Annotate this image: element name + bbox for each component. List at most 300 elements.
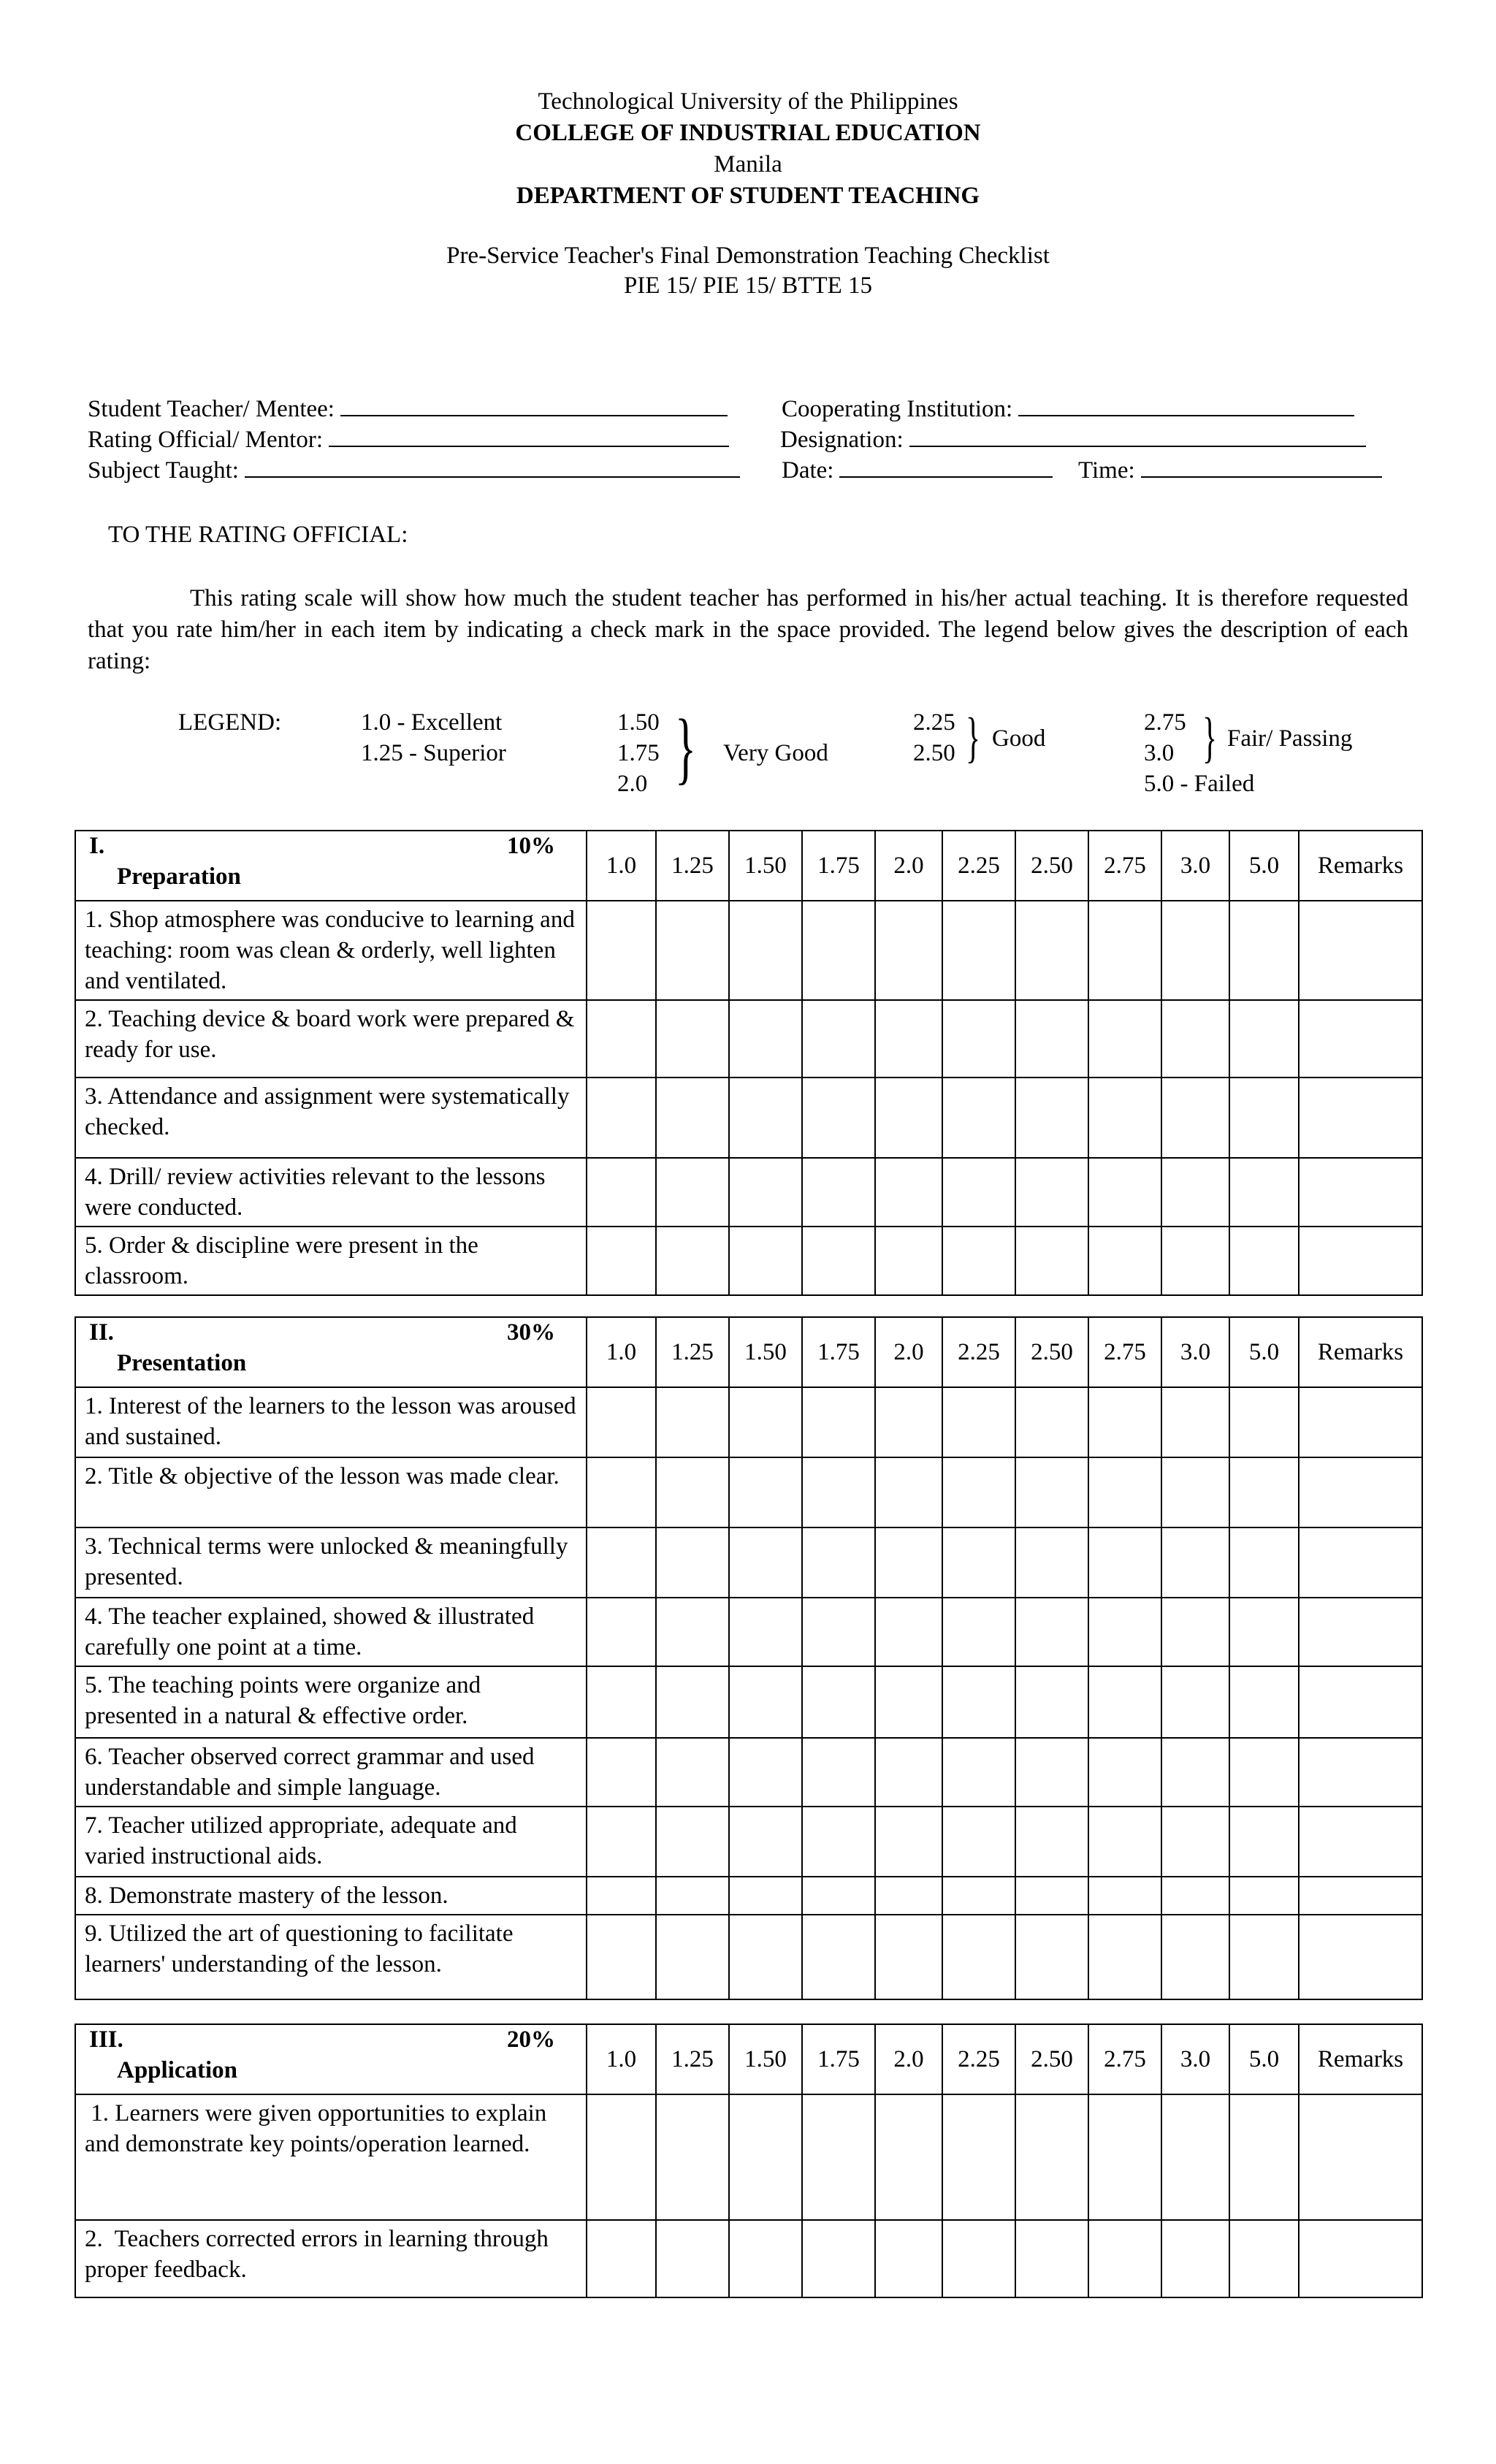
rating-cell[interactable] (656, 1598, 729, 1666)
rating-cell[interactable] (587, 1807, 656, 1877)
rating-cell[interactable] (729, 1457, 802, 1527)
table-row (75, 901, 1422, 1000)
criterion-text: 1. Learners were given opportunities to explain and demonstrate key points/operation learned. (75, 2094, 587, 2220)
rating-cell[interactable] (875, 1666, 942, 1738)
rating-cell[interactable] (1088, 1598, 1161, 1666)
rating-cell[interactable] (875, 1527, 942, 1598)
scale-header-2-75: 2.75 (1088, 2024, 1161, 2094)
rating-cell[interactable] (942, 1877, 1015, 1915)
legend-vg-value-3: 2.0 (617, 771, 648, 797)
rating-cell[interactable] (942, 1457, 1015, 1527)
rating-cell[interactable] (802, 1000, 875, 1077)
rating-cell[interactable] (875, 1227, 942, 1295)
section-numeral: I. (89, 833, 105, 859)
legend-very-good: Very Good (723, 740, 828, 766)
scale-header-1-50: 1.50 (729, 1317, 802, 1387)
table-row (75, 1915, 1422, 1999)
scale-header-2-50: 2.50 (1015, 831, 1088, 901)
rating-cell[interactable] (942, 901, 1015, 1000)
student-teacher-field[interactable] (88, 396, 728, 423)
scale-header-1-25: 1.25 (656, 2024, 729, 2094)
rating-cell[interactable] (656, 1227, 729, 1295)
rating-cell[interactable] (729, 1877, 802, 1915)
rating-cell[interactable] (1229, 1000, 1299, 1077)
rating-cell[interactable] (729, 1915, 802, 1999)
instructions-heading: TO THE RATING OFFICIAL: (108, 522, 408, 548)
scale-header-1-50: 1.50 (729, 831, 802, 901)
cooperating-institution-label: Cooperating Institution: (782, 396, 1013, 422)
legend-good-value-1: 2.25 (913, 709, 955, 736)
legend-fair-value-2: 3.0 (1144, 740, 1175, 766)
rating-cell[interactable] (942, 1227, 1015, 1295)
rating-cell[interactable] (875, 1000, 942, 1077)
rating-cell[interactable] (875, 2220, 942, 2297)
rating-cell[interactable] (1015, 1598, 1088, 1666)
rating-cell[interactable] (942, 1738, 1015, 1807)
rating-cell[interactable] (802, 1598, 875, 1666)
legend-excellent: 1.0 - Excellent (361, 709, 503, 736)
rating-cell[interactable] (942, 2094, 1015, 2220)
rating-cell[interactable] (1088, 1077, 1161, 1158)
criterion-text: 5. Order & discipline were present in the classroom. (75, 1227, 587, 1295)
section-header-cell (75, 1317, 587, 1387)
rating-cell[interactable] (1088, 2094, 1161, 2220)
rating-cell[interactable] (1229, 1158, 1299, 1227)
rating-cell[interactable] (1229, 1807, 1299, 1877)
subject-taught-line[interactable] (245, 457, 740, 478)
rating-cell[interactable] (1229, 1666, 1299, 1738)
rating-cell[interactable] (802, 1158, 875, 1227)
rating-cell[interactable] (1161, 1158, 1229, 1227)
rating-cell[interactable] (1161, 1666, 1229, 1738)
rating-cell[interactable] (1161, 1227, 1229, 1295)
rating-cell[interactable] (1088, 1877, 1161, 1915)
table-header-row (75, 2024, 1422, 2094)
criterion-text: 5. The teaching points were organize and presented in a natural & effective order. (75, 1666, 587, 1738)
legend-good-value-2: 2.50 (913, 740, 955, 766)
rating-cell[interactable] (587, 1227, 656, 1295)
rating-official-line[interactable] (329, 427, 729, 447)
rating-cell[interactable] (587, 1598, 656, 1666)
subject-taught-field[interactable] (88, 457, 740, 484)
rating-cell[interactable] (1229, 2094, 1299, 2220)
rating-cell[interactable] (1015, 2220, 1088, 2297)
remarks-cell[interactable] (1299, 1527, 1422, 1598)
criterion-text: 2. Teachers corrected errors in learning through proper feedback. (75, 2220, 587, 2297)
criterion-text: 4. Drill/ review activities relevant to the lessons were conducted. (75, 1158, 587, 1227)
table-row (75, 1877, 1422, 1915)
scale-header-2-25: 2.25 (942, 831, 1015, 901)
table-row (75, 2220, 1422, 2297)
rating-cell[interactable] (1088, 1527, 1161, 1598)
table-row (75, 1738, 1422, 1807)
rating-cell[interactable] (1161, 1527, 1229, 1598)
rating-cell[interactable] (729, 1158, 802, 1227)
legend-good: Good (992, 725, 1046, 752)
rating-cell[interactable] (656, 1527, 729, 1598)
rating-cell[interactable] (875, 1915, 942, 1999)
scale-header-1-25: 1.25 (656, 1317, 729, 1387)
rating-cell[interactable] (875, 901, 942, 1000)
scale-header-1-50: 1.50 (729, 2024, 802, 2094)
rating-cell[interactable] (1229, 1387, 1299, 1457)
student-teacher-label: Student Teacher/ Mentee: (88, 396, 335, 422)
table-row (75, 1227, 1422, 1295)
rating-cell[interactable] (1015, 2094, 1088, 2220)
legend-superior: 1.25 - Superior (361, 740, 506, 766)
rating-cell[interactable] (729, 1807, 802, 1877)
remarks-cell[interactable] (1299, 2220, 1422, 2297)
rating-cell[interactable] (656, 901, 729, 1000)
rating-cell[interactable] (587, 1387, 656, 1457)
very-good-brace: } (675, 703, 697, 792)
city-name: Manila (714, 151, 782, 178)
scale-header-2-75: 2.75 (1088, 831, 1161, 901)
rating-cell[interactable] (942, 1077, 1015, 1158)
rating-cell[interactable] (729, 2094, 802, 2220)
rating-cell[interactable] (1015, 1000, 1088, 1077)
rating-cell[interactable] (1088, 1000, 1161, 1077)
rating-cell[interactable] (587, 1527, 656, 1598)
remarks-cell[interactable] (1299, 1666, 1422, 1738)
rating-cell[interactable] (1015, 1915, 1088, 1999)
remarks-cell[interactable] (1299, 2094, 1422, 2220)
rating-cell[interactable] (587, 1077, 656, 1158)
rating-cell[interactable] (802, 2094, 875, 2220)
rating-cell[interactable] (1015, 1738, 1088, 1807)
rating-cell[interactable] (656, 1877, 729, 1915)
cooperating-institution-line[interactable] (1018, 396, 1354, 416)
rating-cell[interactable] (729, 1077, 802, 1158)
rating-cell[interactable] (729, 1598, 802, 1666)
table-row (75, 1387, 1422, 1457)
remarks-cell[interactable] (1299, 1227, 1422, 1295)
student-teacher-line[interactable] (340, 396, 728, 416)
rating-cell[interactable] (942, 1387, 1015, 1457)
rating-cell[interactable] (1229, 1227, 1299, 1295)
department-name: DEPARTMENT OF STUDENT TEACHING (516, 183, 980, 209)
rating-cell[interactable] (942, 1807, 1015, 1877)
rating-cell[interactable] (587, 1457, 656, 1527)
designation-line[interactable] (909, 427, 1366, 447)
rating-cell[interactable] (1161, 2094, 1229, 2220)
remarks-cell[interactable] (1299, 1598, 1422, 1666)
rating-cell[interactable] (656, 1457, 729, 1527)
time-field[interactable] (1078, 457, 1382, 484)
rating-cell[interactable] (656, 2220, 729, 2297)
rating-cell[interactable] (1088, 1158, 1161, 1227)
scale-header-2-75: 2.75 (1088, 1317, 1161, 1387)
remarks-cell[interactable] (1299, 1158, 1422, 1227)
criterion-text: 3. Attendance and assignment were systematically checked. (75, 1077, 587, 1158)
table-row (75, 1158, 1422, 1227)
scale-header-5-0: 5.0 (1229, 831, 1299, 901)
legend-failed: 5.0 - Failed (1144, 771, 1255, 797)
scale-header-1-0: 1.0 (587, 1317, 656, 1387)
table-row (75, 1527, 1422, 1598)
rating-cell[interactable] (729, 1527, 802, 1598)
rating-cell[interactable] (587, 2220, 656, 2297)
section-numeral: III. (89, 2026, 123, 2053)
rating-cell[interactable] (587, 2094, 656, 2220)
course-codes: PIE 15/ PIE 15/ BTTE 15 (623, 272, 873, 299)
rating-cell[interactable] (656, 2094, 729, 2220)
rating-cell[interactable] (875, 1457, 942, 1527)
scale-header-1-75: 1.75 (802, 1317, 875, 1387)
rating-cell[interactable] (1229, 1598, 1299, 1666)
rating-cell[interactable] (656, 1158, 729, 1227)
rating-cell[interactable] (1088, 1227, 1161, 1295)
form-title: Pre-Service Teacher's Final Demonstration Teaching Checklist (446, 243, 1050, 269)
rating-cell[interactable] (1161, 1877, 1229, 1915)
time-label: Time: (1078, 457, 1135, 484)
rating-cell[interactable] (656, 1077, 729, 1158)
rating-cell[interactable] (656, 1666, 729, 1738)
rating-cell[interactable] (802, 1227, 875, 1295)
instructions-body: This rating scale will show how much the student teacher has performed in his/her actual teaching. It is therefore requested that you rate him/her in each item by indicating a check mark in the space provided. The legend below gives the description of each rating: (88, 585, 1408, 674)
criterion-text: 1. Interest of the learners to the lesson was aroused and sustained. (75, 1387, 587, 1457)
rating-cell[interactable] (656, 1915, 729, 1999)
section-name: Application (117, 2057, 238, 2083)
remarks-cell[interactable] (1299, 1077, 1422, 1158)
university-name: Technological University of the Philippines (538, 88, 958, 115)
scale-header-3-0: 3.0 (1161, 2024, 1229, 2094)
legend-vg-value-2: 1.75 (617, 740, 660, 766)
rating-cell[interactable] (1088, 1915, 1161, 1999)
rating-cell[interactable] (1015, 901, 1088, 1000)
rating-cell[interactable] (942, 1000, 1015, 1077)
criterion-text: 2. Teaching device & board work were prepared & ready for use. (75, 1000, 587, 1077)
rating-cell[interactable] (942, 1527, 1015, 1598)
remarks-cell[interactable] (1299, 1877, 1422, 1915)
rating-cell[interactable] (875, 1738, 942, 1807)
info-fields (88, 396, 1432, 488)
subject-taught-label: Subject Taught: (88, 457, 239, 484)
rating-cell[interactable] (1229, 1457, 1299, 1527)
table-row (75, 1666, 1422, 1738)
legend-fair-value-1: 2.75 (1144, 709, 1186, 736)
rating-cell[interactable] (802, 1738, 875, 1807)
remarks-header: Remarks (1299, 831, 1422, 901)
rating-cell[interactable] (1015, 1158, 1088, 1227)
rating-cell[interactable] (1015, 1666, 1088, 1738)
rating-cell[interactable] (729, 1000, 802, 1077)
form-title-block (0, 241, 1496, 301)
rating-cell[interactable] (1015, 1877, 1088, 1915)
rating-official-field[interactable] (88, 427, 729, 454)
section-weight: 10% (507, 833, 555, 859)
scale-header-1-75: 1.75 (802, 831, 875, 901)
rating-cell[interactable] (656, 1738, 729, 1807)
rating-cell[interactable] (1229, 1877, 1299, 1915)
rating-cell[interactable] (1088, 2220, 1161, 2297)
document-header (0, 86, 1496, 212)
remarks-cell[interactable] (1299, 1807, 1422, 1877)
criterion-text: 3. Technical terms were unlocked & meaningfully presented. (75, 1527, 587, 1598)
rating-cell[interactable] (587, 1738, 656, 1807)
remarks-header: Remarks (1299, 1317, 1422, 1387)
rating-cell[interactable] (942, 1598, 1015, 1666)
rating-cell[interactable] (729, 1387, 802, 1457)
rating-cell[interactable] (802, 1077, 875, 1158)
criterion-text: 6. Teacher observed correct grammar and used understandable and simple language. (75, 1738, 587, 1807)
rating-cell[interactable] (1088, 1387, 1161, 1457)
table-row (75, 1457, 1422, 1527)
rating-cell[interactable] (875, 1598, 942, 1666)
criterion-text: 1. Shop atmosphere was conducive to learning and teaching: room was clean & orderly, well lighten and ventilated. (75, 901, 587, 1000)
scale-header-2-50: 2.50 (1015, 2024, 1088, 2094)
rating-official-label: Rating Official/ Mentor: (88, 427, 323, 453)
rating-cell[interactable] (1088, 1807, 1161, 1877)
scale-header-1-0: 1.0 (587, 831, 656, 901)
remarks-cell[interactable] (1299, 1738, 1422, 1807)
section-name: Preparation (117, 863, 241, 890)
date-line[interactable] (839, 457, 1053, 478)
rating-cell[interactable] (1161, 1915, 1229, 1999)
rating-cell[interactable] (942, 2220, 1015, 2297)
section-header-cell (75, 2024, 587, 2094)
rating-legend (0, 703, 1496, 806)
scale-header-2-0: 2.0 (875, 831, 942, 901)
rating-cell[interactable] (1229, 1077, 1299, 1158)
scale-header-5-0: 5.0 (1229, 2024, 1299, 2094)
remarks-cell[interactable] (1299, 901, 1422, 1000)
scale-header-2-0: 2.0 (875, 1317, 942, 1387)
section-weight: 30% (507, 1319, 555, 1346)
rating-cell[interactable] (1088, 1666, 1161, 1738)
remarks-cell[interactable] (1299, 1915, 1422, 1999)
rating-cell[interactable] (802, 901, 875, 1000)
rating-cell[interactable] (875, 1158, 942, 1227)
section-name: Presentation (117, 1350, 247, 1376)
rating-cell[interactable] (802, 1877, 875, 1915)
scale-header-2-50: 2.50 (1015, 1317, 1088, 1387)
rating-table-application (75, 2024, 1423, 2298)
rating-cell[interactable] (587, 1666, 656, 1738)
rating-cell[interactable] (587, 1158, 656, 1227)
rating-table-preparation (75, 830, 1423, 1296)
rating-cell[interactable] (729, 1666, 802, 1738)
section-header-cell (75, 831, 587, 901)
remarks-cell[interactable] (1299, 1000, 1422, 1077)
rating-cell[interactable] (802, 2220, 875, 2297)
rating-cell[interactable] (875, 1807, 942, 1877)
rating-cell[interactable] (1161, 1807, 1229, 1877)
rating-cell[interactable] (1015, 1227, 1088, 1295)
rating-cell[interactable] (729, 1738, 802, 1807)
cooperating-institution-field[interactable] (782, 396, 1354, 423)
scale-header-2-0: 2.0 (875, 2024, 942, 2094)
rating-cell[interactable] (875, 1077, 942, 1158)
rating-cell[interactable] (1088, 1738, 1161, 1807)
table-header-row (75, 1317, 1422, 1387)
rating-cell[interactable] (875, 1387, 942, 1457)
rating-cell[interactable] (802, 1807, 875, 1877)
rating-cell[interactable] (729, 1227, 802, 1295)
rating-cell[interactable] (1161, 1738, 1229, 1807)
date-label: Date: (782, 457, 834, 484)
rating-cell[interactable] (802, 1527, 875, 1598)
good-brace: } (966, 707, 981, 768)
criterion-text: 8. Demonstrate mastery of the lesson. (75, 1877, 587, 1915)
rating-cell[interactable] (656, 1387, 729, 1457)
rating-cell[interactable] (587, 901, 656, 1000)
rating-cell[interactable] (1161, 1457, 1229, 1527)
rating-cell[interactable] (802, 1387, 875, 1457)
table-row (75, 1598, 1422, 1666)
rating-cell[interactable] (1161, 2220, 1229, 2297)
rating-cell[interactable] (942, 1158, 1015, 1227)
rating-cell[interactable] (587, 1000, 656, 1077)
rating-cell[interactable] (1015, 1387, 1088, 1457)
criterion-text: 7. Teacher utilized appropriate, adequate and varied instructional aids. (75, 1807, 587, 1877)
legend-vg-value-1: 1.50 (617, 709, 660, 736)
rating-cell[interactable] (729, 2220, 802, 2297)
rating-cell[interactable] (942, 1915, 1015, 1999)
table-row (75, 1807, 1422, 1877)
scale-header-5-0: 5.0 (1229, 1317, 1299, 1387)
rating-cell[interactable] (1229, 1915, 1299, 1999)
rating-cell[interactable] (729, 901, 802, 1000)
criterion-text: 4. The teacher explained, showed & illustrated carefully one point at a time. (75, 1598, 587, 1666)
rating-cell[interactable] (1229, 1527, 1299, 1598)
rating-cell[interactable] (1229, 901, 1299, 1000)
rating-cell[interactable] (942, 1666, 1015, 1738)
table-row (75, 1000, 1422, 1077)
rating-cell[interactable] (656, 1807, 729, 1877)
scale-header-2-25: 2.25 (942, 1317, 1015, 1387)
rating-cell[interactable] (1161, 1077, 1229, 1158)
scale-header-1-75: 1.75 (802, 2024, 875, 2094)
section-numeral: II. (89, 1319, 114, 1346)
rating-cell[interactable] (1088, 901, 1161, 1000)
remarks-cell[interactable] (1299, 1457, 1422, 1527)
rating-cell[interactable] (1229, 2220, 1299, 2297)
rating-cell[interactable] (802, 1457, 875, 1527)
time-line[interactable] (1141, 457, 1382, 478)
rating-cell[interactable] (1161, 901, 1229, 1000)
date-field[interactable] (782, 457, 1053, 484)
designation-field[interactable] (780, 427, 1366, 454)
rating-cell[interactable] (1229, 1738, 1299, 1807)
rating-cell[interactable] (875, 1877, 942, 1915)
table-header-row (75, 831, 1422, 901)
rating-cell[interactable] (1015, 1527, 1088, 1598)
rating-cell[interactable] (1088, 1457, 1161, 1527)
rating-cell[interactable] (1161, 1598, 1229, 1666)
rating-cell[interactable] (587, 1915, 656, 1999)
criterion-text: 9. Utilized the art of questioning to facilitate learners' understanding of the lesson. (75, 1915, 587, 1999)
rating-cell[interactable] (587, 1877, 656, 1915)
legend-fair-passing: Fair/ Passing (1227, 725, 1353, 752)
rating-cell[interactable] (1015, 1077, 1088, 1158)
rating-cell[interactable] (875, 2094, 942, 2220)
remarks-header: Remarks (1299, 2024, 1422, 2094)
criterion-text: 2. Title & objective of the lesson was made clear. (75, 1457, 587, 1527)
remarks-cell[interactable] (1299, 1387, 1422, 1457)
scale-header-1-25: 1.25 (656, 831, 729, 901)
rating-cell[interactable] (1015, 1807, 1088, 1877)
rating-cell[interactable] (1015, 1457, 1088, 1527)
rating-cell[interactable] (656, 1000, 729, 1077)
legend-label: LEGEND: (178, 709, 282, 736)
rating-cell[interactable] (1161, 1387, 1229, 1457)
scale-header-1-0: 1.0 (587, 2024, 656, 2094)
rating-cell[interactable] (802, 1666, 875, 1738)
rating-cell[interactable] (802, 1915, 875, 1999)
rating-cell[interactable] (1161, 1000, 1229, 1077)
designation-label: Designation: (780, 427, 904, 453)
